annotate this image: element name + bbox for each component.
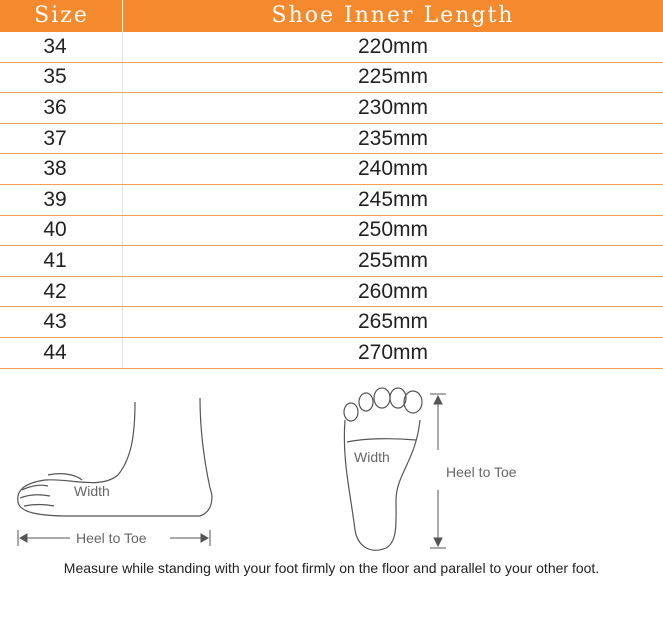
table-row bbox=[0, 307, 663, 338]
top-foot-drawing bbox=[344, 388, 422, 550]
table-row bbox=[0, 277, 663, 308]
length-cell: 265mm bbox=[357, 310, 429, 334]
length-cell: 270mm bbox=[357, 340, 429, 364]
length-cell: 245mm bbox=[357, 187, 429, 211]
size-cell: 35 bbox=[43, 65, 67, 89]
table-row bbox=[0, 63, 663, 94]
size-cell: 39 bbox=[43, 187, 67, 211]
length-cell: 240mm bbox=[357, 157, 429, 181]
table-row bbox=[0, 185, 663, 216]
size-cell: 41 bbox=[43, 248, 67, 272]
length-cell: 260mm bbox=[357, 279, 429, 303]
foot-measurement-illustration bbox=[0, 380, 663, 580]
top-length-label: Heel to Toe bbox=[446, 464, 517, 480]
size-cell: 34 bbox=[43, 34, 67, 58]
table-row bbox=[0, 246, 663, 277]
length-cell: 225mm bbox=[357, 65, 429, 89]
length-cell: 250mm bbox=[357, 218, 429, 242]
size-cell: 42 bbox=[43, 279, 67, 303]
length-cell: 230mm bbox=[357, 95, 429, 119]
side-width-label: Width bbox=[74, 483, 110, 499]
size-cell: 44 bbox=[43, 340, 67, 364]
size-cell: 38 bbox=[43, 157, 67, 181]
size-cell: 43 bbox=[43, 310, 67, 334]
table-row bbox=[0, 154, 663, 185]
length-cell: 235mm bbox=[357, 126, 429, 150]
table-row bbox=[0, 216, 663, 247]
side-length-label: Heel to Toe bbox=[76, 530, 147, 546]
top-width-label: Width bbox=[354, 449, 390, 465]
table-row bbox=[0, 338, 663, 369]
table-row bbox=[0, 32, 663, 63]
table-row bbox=[0, 124, 663, 155]
header-size: Size bbox=[34, 3, 89, 28]
size-cell: 36 bbox=[43, 95, 67, 119]
table-row bbox=[0, 93, 663, 124]
size-cell: 40 bbox=[43, 218, 67, 242]
size-table bbox=[0, 32, 663, 369]
length-cell: 220mm bbox=[357, 34, 429, 58]
header-inner-length: Shoe Inner Length bbox=[271, 3, 515, 28]
table-header bbox=[0, 0, 663, 32]
length-cell: 255mm bbox=[357, 248, 429, 272]
measure-instruction: Measure while standing with your foot firmly on the floor and parallel to your other foot. bbox=[63, 560, 600, 576]
side-foot-drawing bbox=[18, 398, 212, 516]
top-length-arrow bbox=[430, 394, 446, 548]
size-cell: 37 bbox=[43, 126, 67, 150]
